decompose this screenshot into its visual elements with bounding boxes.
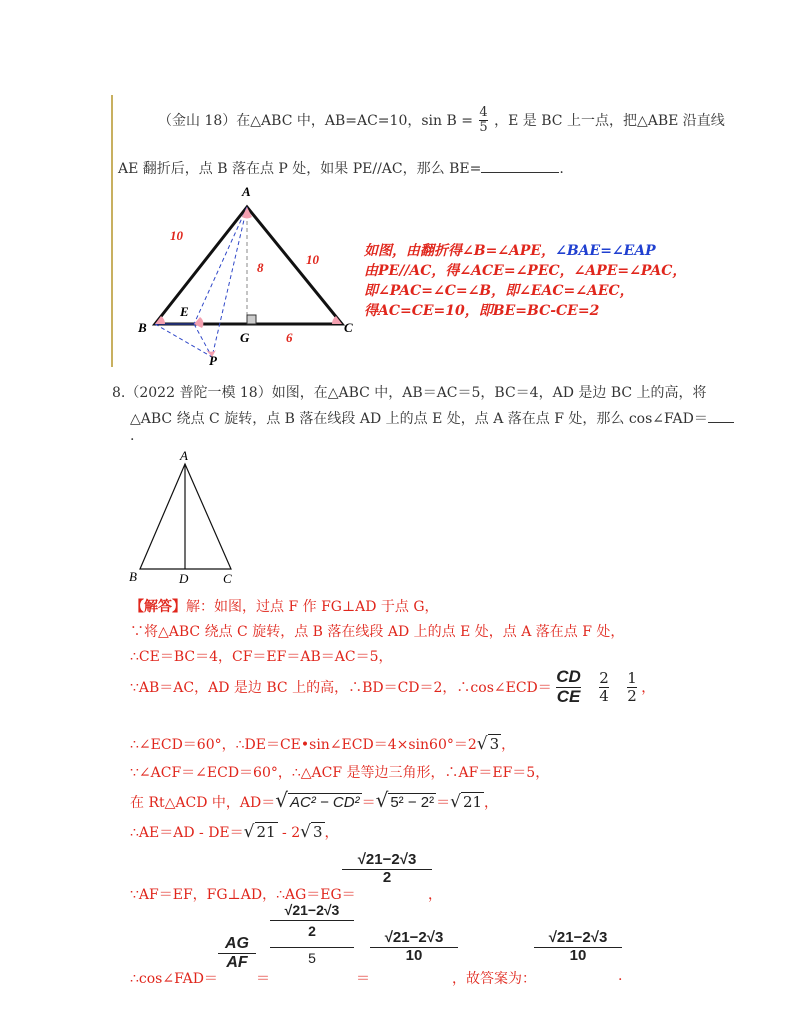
- sol-line-8-end: ，: [428, 887, 442, 903]
- label-C: C: [344, 320, 353, 335]
- q7-left-rule: [111, 95, 113, 367]
- q8-line2: △ABC 绕点 C 旋转，点 B 落在线段 AD 上的点 E 处，点 A 落在点 F 处，那么 cos∠FAD＝: [130, 408, 734, 428]
- label-ab: 10: [170, 228, 183, 243]
- sol-line-5: ∵∠ACF＝∠ECD＝60°，∴△ACF 是等边三角形，∴AF＝EF＝5，: [130, 765, 550, 781]
- eq-1: ＝: [256, 971, 270, 987]
- sol-line-1: ∵将△ABC 绕点 C 旋转，点 B 落在线段 AD 上的点 E 处，点 A 落在点 F 处，: [130, 624, 625, 640]
- q8-label-A: A: [180, 448, 188, 463]
- frac-ag-af: AG AF: [218, 935, 256, 971]
- q7-note-2: 由PE//AC，得∠ACE=∠PEC，∠APE=∠PAC，: [364, 263, 687, 279]
- frac-answer: √21−2√3 10: [534, 930, 622, 964]
- sin-fraction: $\frac{4}{5}$: [479, 105, 488, 136]
- label-A: A: [242, 184, 251, 199]
- frac-ag-value: √21−2√3 2: [342, 852, 432, 886]
- q7-note-1: 如图，由翻折得∠B=∠APE，∠BAE=∠EAP: [364, 243, 656, 259]
- q8-line1: 8.（2022 普陀一模 18）如图，在△ABC 中，AB＝AC＝5，BC＝4，AD 是边 BC 上的高，将: [112, 385, 707, 401]
- label-ac: 10: [306, 252, 319, 267]
- sol-line-9-text: ∴cos∠FAD＝: [130, 971, 218, 987]
- q7-line1: （金山 18）在△ABC 中，AB=AC=10，sin B = $\frac{4}{5}$ ，E 是 BC 上一点，把△ABE 沿直线: [158, 105, 725, 136]
- sol-line-9-end: .: [618, 968, 623, 984]
- q8-line3: .: [130, 428, 135, 444]
- sol-line-8-text: ∵AF＝EF，FG⊥AD，∴AG＝EG＝: [130, 887, 356, 903]
- label-P: P: [209, 353, 217, 368]
- sol-line-0: 【解答】解：如图，过点 F 作 FG⊥AD 于点 G，: [130, 599, 439, 615]
- sol-line-9-tail: ，故答案为：: [452, 971, 536, 987]
- q7-note-3: 即∠PAC=∠C=∠B，即∠EAC=∠AEC，: [364, 283, 634, 299]
- label-ag: 8: [257, 260, 264, 275]
- q8-label-D: D: [179, 571, 189, 586]
- q8-label-C: C: [223, 571, 232, 586]
- label-E: E: [180, 304, 189, 319]
- q8-label-B: B: [129, 569, 137, 584]
- sol-line-4: ∴∠ECD＝60°，∴DE＝CE•sin∠ECD＝4×sin60°＝2√ 3 ，: [130, 734, 516, 754]
- frac-1-2: $\frac{1}{2}$: [627, 669, 637, 705]
- sol-line-7: ∴AE＝AD - DE＝√ 21 - 2√ 3 ，: [130, 822, 339, 842]
- frac-cd-ce: $\frac{CD}{CE}$: [556, 667, 581, 706]
- sol-line-3: ∵AB＝AC，AD 是边 BC 上的高，∴BD＝CD＝2，∴cos∠ECD＝ $\frac{CD}{CE}$ $\frac{2}{4}$ $\frac{1}{2}$ ，: [130, 667, 656, 706]
- label-G: G: [240, 330, 250, 345]
- frac-result: √21−2√3 10: [370, 930, 458, 964]
- q7-line2: AE 翻折后，点 B 落在点 P 处，如果 PE//AC，那么 BE= .: [118, 161, 564, 177]
- frac-2-4: $\frac{2}{4}$: [599, 669, 609, 705]
- q7-figure: [120, 180, 360, 370]
- label-gc: 6: [286, 330, 293, 345]
- compound-fraction: √21−2√3 2 5: [270, 902, 354, 966]
- answer-blank: [481, 172, 559, 173]
- sol-line-6: 在 Rt△ACD 中，AD＝√ AC² − CD² ＝√ 5² − 2² ＝√ 21 ，: [130, 788, 499, 812]
- q7-note-4: 得AC=CE=10，即BE=BC-CE=2: [364, 303, 600, 319]
- sol-line-2: ∴CE＝BC＝4，CF＝EF＝AB＝AC＝5，: [130, 649, 393, 665]
- q8-figure: [125, 448, 245, 588]
- answer-blank-q8: [708, 422, 734, 423]
- label-B: B: [138, 320, 147, 335]
- eq-2: ＝: [356, 971, 370, 987]
